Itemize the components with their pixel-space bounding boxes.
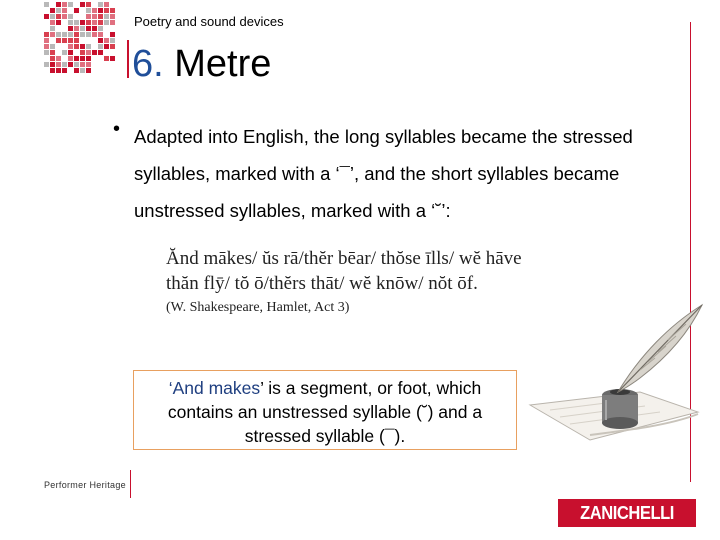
body-paragraph: Adapted into English, the long syllables became the stressed syllables, marked with a ‘¯’, and the short syllables became unstressed syllables, marked with a ‘˘’: xyxy=(134,126,633,221)
callout-line-3: stressed syllable (¯). xyxy=(244,426,406,446)
slide-title xyxy=(132,40,271,88)
title-number: 6. xyxy=(132,43,164,85)
footer-divider xyxy=(130,470,131,498)
quill-and-inkwell-illustration xyxy=(520,300,710,460)
callout-highlight: ‘And makes xyxy=(168,378,261,398)
verse-citation: (W. Shakespeare, Hamlet, Act 3) xyxy=(166,300,350,315)
callout-line-1-rest: ’ is a segment, or foot, which xyxy=(260,378,482,398)
mosaic-logo xyxy=(40,0,120,80)
callout-line-1 xyxy=(134,376,516,400)
title-text: Metre xyxy=(163,43,272,85)
callout-box xyxy=(133,370,517,450)
footer-label: Performer Heritage xyxy=(44,480,126,490)
verse-line-2: thăn flȳ/ tŏ ō/thĕrs thāt/ wĕ knōw/ nŏt ōf. xyxy=(166,273,478,294)
verse-quote xyxy=(166,246,522,318)
section-title: Poetry and sound devices xyxy=(134,14,284,29)
callout-line-2: contains an unstressed syllable (˘) and a xyxy=(167,402,483,422)
verse-line-1: Ănd mākes/ ŭs rā/thĕr bēar/ thŏse īlls/ wĕ hāve xyxy=(166,248,522,269)
bullet-marker: • xyxy=(113,118,121,140)
title-divider xyxy=(127,40,129,78)
brand-logo: ZANICHELLI xyxy=(558,499,696,527)
